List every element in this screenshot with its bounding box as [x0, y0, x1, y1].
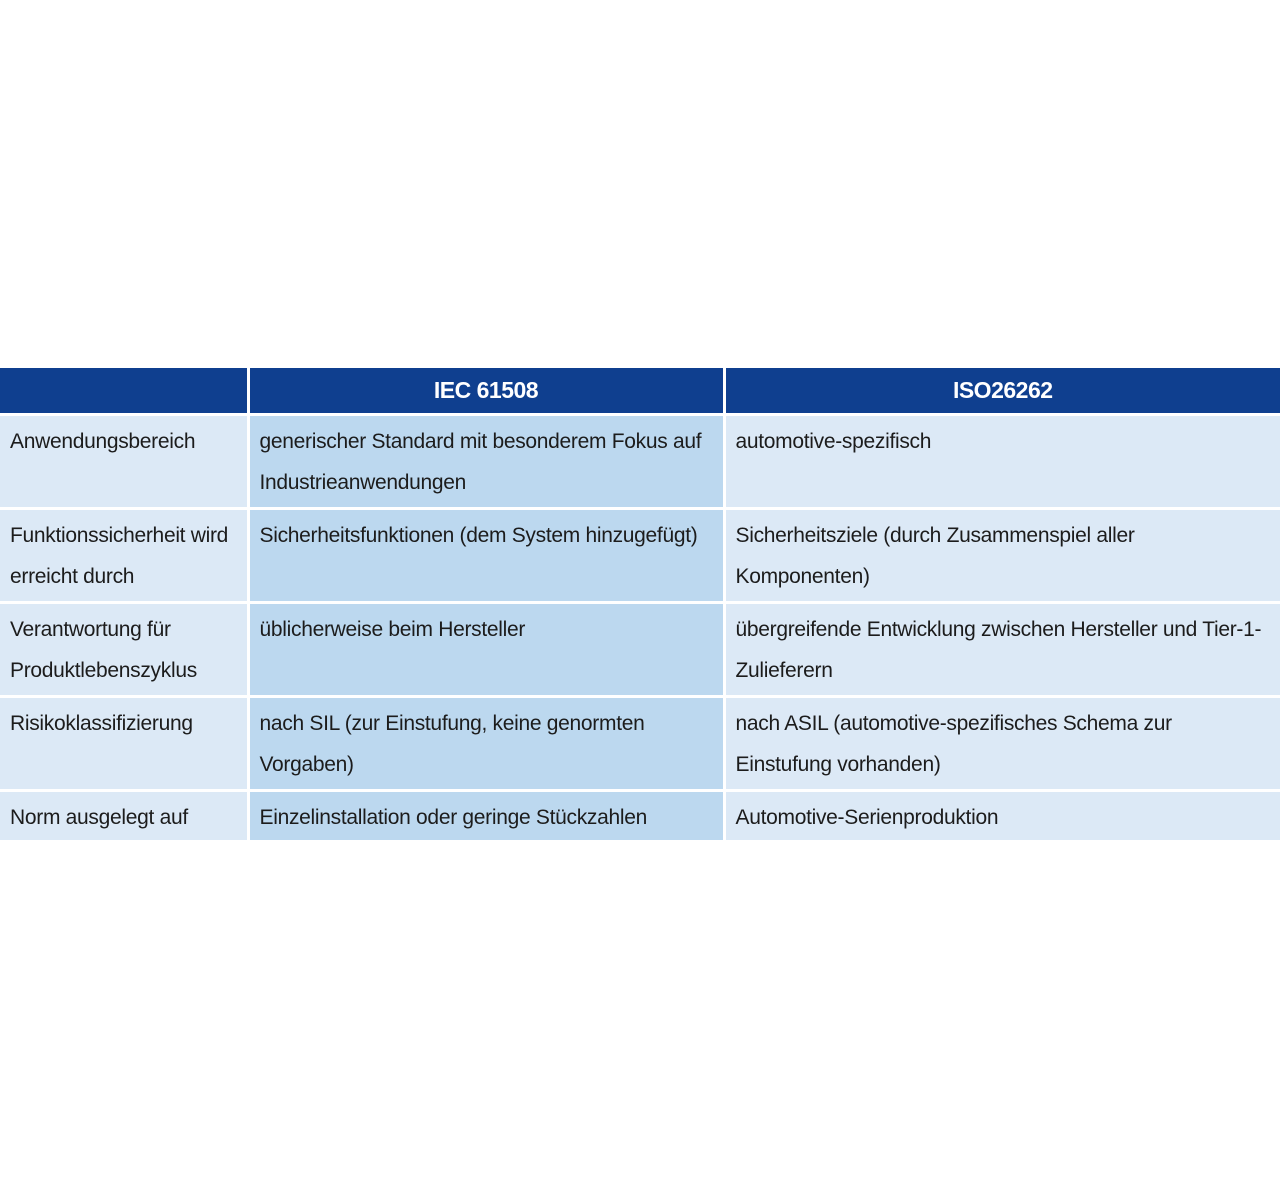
header-iso-26262: ISO26262 [724, 367, 1280, 415]
table-header-row [0, 367, 1280, 415]
row-label: Risikoklassifizierung [0, 697, 248, 791]
iec-cell: Einzelinstallation oder geringe Stückzahlen [248, 791, 724, 842]
iec-cell: Sicherheitsfunktionen (dem System hinzugefügt) [248, 509, 724, 603]
header-empty [0, 367, 248, 415]
iso-cell: Automotive-Serienproduktion [724, 791, 1280, 842]
table-row [0, 697, 1280, 791]
table-row [0, 791, 1280, 842]
comparison-table-container [0, 365, 1280, 843]
iec-cell: generischer Standard mit besonderem Fokus auf Industrieanwendungen [248, 415, 724, 509]
comparison-table [0, 365, 1280, 843]
header-iec-61508: IEC 61508 [248, 367, 724, 415]
iec-cell: nach SIL (zur Einstufung, keine genormten Vorgaben) [248, 697, 724, 791]
iso-cell: automotive-spezifisch [724, 415, 1280, 509]
table-row [0, 415, 1280, 509]
row-label: Verantwortung für Produktlebenszyklus [0, 603, 248, 697]
iec-cell: üblicherweise beim Hersteller [248, 603, 724, 697]
iso-cell: übergreifende Entwicklung zwischen Hersteller und Tier-1-Zulieferern [724, 603, 1280, 697]
table-row [0, 603, 1280, 697]
row-label: Funktionssicherheit wird erreicht durch [0, 509, 248, 603]
iso-cell: Sicherheitsziele (durch Zusammenspiel aller Komponenten) [724, 509, 1280, 603]
table-row [0, 509, 1280, 603]
row-label: Norm ausgelegt auf [0, 791, 248, 842]
row-label: Anwendungsbereich [0, 415, 248, 509]
iso-cell: nach ASIL (automotive-spezifisches Schema zur Einstufung vorhanden) [724, 697, 1280, 791]
